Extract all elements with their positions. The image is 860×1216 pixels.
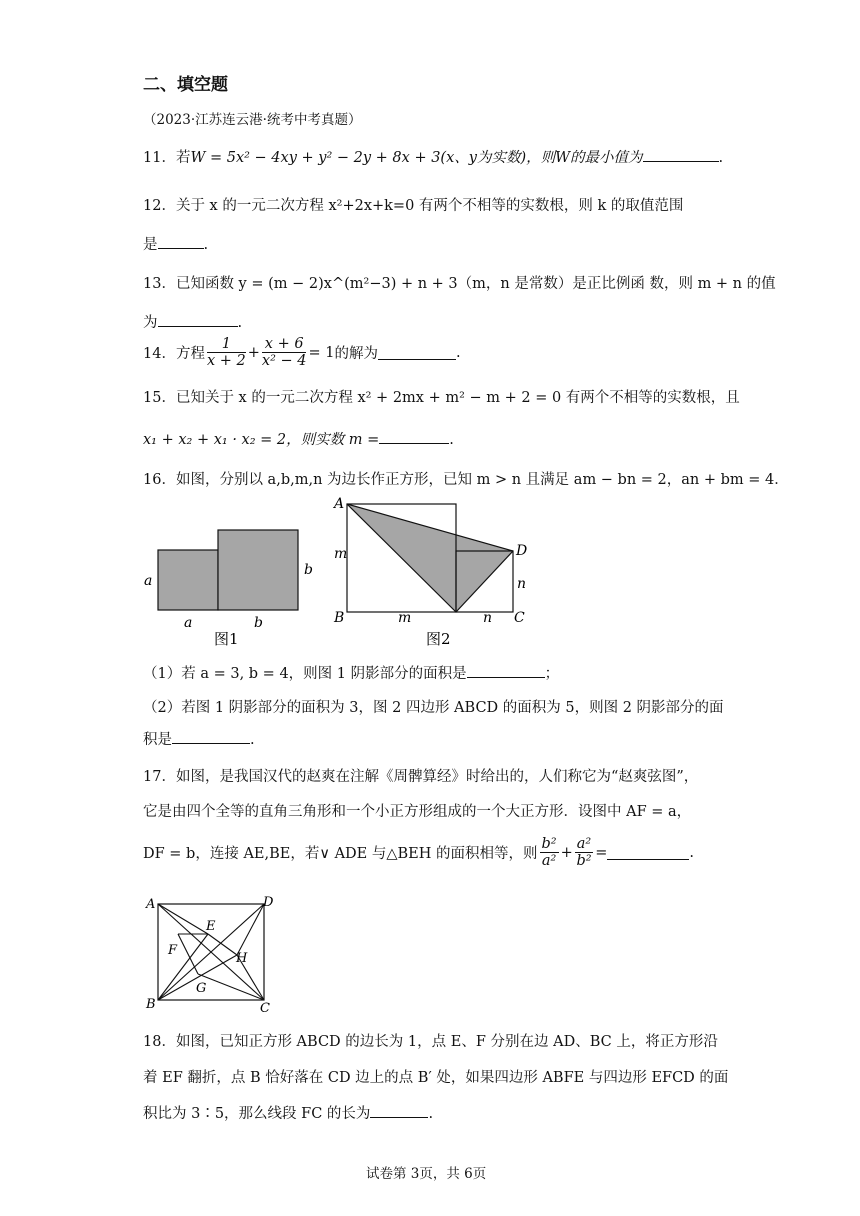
figure-1 xyxy=(140,520,330,650)
question-17-line2: 它是由四个全等的直角三角形和一个小正方形组成的一个大正方形．设图中 AF = a， xyxy=(143,804,692,820)
source-note: （2023·江苏连云港·统考中考真题） xyxy=(143,112,362,128)
question-13: 13．已知函数 y = (m − 2)x^(m²−3) + n + 3（m，n 是常数）是正比例函 数，则 m + n 的值 xyxy=(143,276,776,292)
fig2-label-m-bottom: m xyxy=(398,610,412,626)
question-18-line2: 着 EF 翻折，点 B 恰好落在 CD 边上的点 B′ 处，如果四边形 ABFE 与四边形 EFCD 的面 xyxy=(143,1070,729,1086)
question-16-sub2: （2）若图 1 阴影部分的面积为 3，图 2 四边形 ABCD 的面积为 5，则图 2 阴影部分的面 xyxy=(143,700,724,716)
fig1-label-a-bottom: a xyxy=(184,615,193,631)
question-13-line2: 为 . xyxy=(143,311,242,332)
fig2-label-n-side: n xyxy=(517,576,527,592)
question-17: 17．如图，是我国汉代的赵爽在注解《周髀算经》时给出的，人们称它为“赵爽弦图”， xyxy=(143,769,699,785)
fig1-label-b-side: b xyxy=(304,562,313,578)
fig2-caption: 图2 xyxy=(426,630,451,648)
zs-label-C: C xyxy=(260,1001,270,1016)
fig1-square-b xyxy=(218,530,298,610)
question-15-line2: x₁ + x₂ + x₁ · x₂ = 2，则实数 m = . xyxy=(143,428,454,449)
question-18: 18．如图，已知正方形 ABCD 的边长为 1，点 E、F 分别在边 AD、BC 上，将正方形沿 xyxy=(143,1034,718,1050)
fig2-label-D: D xyxy=(516,543,528,559)
question-11: 11．若W = 5x² − 4xy + y² − 2y + 8x + 3(x、y为实数)，则W的最小值为 . xyxy=(143,146,723,167)
question-12-line2: 是 . xyxy=(143,233,208,254)
zs-label-B: B xyxy=(146,997,156,1012)
fig2-label-B: B xyxy=(334,610,345,626)
zs-label-H: H xyxy=(236,951,248,966)
question-12: 12．关于 x 的一元二次方程 x²+2x+k=0 有两个不相等的实数根，则 k 的取值范围 xyxy=(143,198,684,214)
fig2-label-C: C xyxy=(514,610,525,626)
figure-zhaoshuang xyxy=(140,892,290,1017)
question-16-sub2-line2: 积是 . xyxy=(143,728,255,749)
question-18-line3: 积比为 3∶5，那么线段 FC 的长为 . xyxy=(143,1102,433,1123)
fig1-square-a xyxy=(158,550,218,610)
zs-label-E: E xyxy=(206,919,216,934)
fig1-label-b-bottom: b xyxy=(254,615,263,631)
page-footer: 试卷第 3页，共 6页 xyxy=(366,1166,487,1182)
zs-label-D: D xyxy=(263,895,274,910)
zs-label-G: G xyxy=(196,981,207,996)
question-15: 15．已知关于 x 的一元二次方程 x² + 2mx + m² − m + 2 = 0 有两个不相等的实数根，且 xyxy=(143,390,740,406)
section-title: 二、填空题 xyxy=(143,75,228,95)
question-17-line3: DF = b，连接 AE,BE，若∨ ADE 与△BEH 的面积相等，则 $\frac{\text{b²}}{\text{a²}}$ + $\frac{\text{a²}}{\text{b²}}$ = . xyxy=(143,836,695,869)
question-14: 14． 方程 $\frac{1}{x + 2}$ + $\frac{x + 6}{\text{x² − 4}}$ = 1 的解为 . xyxy=(143,336,461,369)
fig2-label-A: A xyxy=(334,496,345,512)
zs-label-F: F xyxy=(168,943,178,958)
figure-2 xyxy=(330,494,540,654)
question-16: 16．如图，分别以 a,b,m,n 为边长作正方形，已知 m > n 且满足 am − bn = 2，an + bm = 4． xyxy=(143,472,789,488)
fig2-label-m-side: m xyxy=(334,546,348,562)
fig1-label-a-side: a xyxy=(144,573,153,589)
fig2-label-n-bottom: n xyxy=(483,610,493,626)
zs-label-A: A xyxy=(146,897,156,912)
question-16-sub1: （1）若 a = 3, b = 4，则图 1 阴影部分的面积是 ； xyxy=(143,662,559,683)
fig1-caption: 图1 xyxy=(214,630,239,648)
